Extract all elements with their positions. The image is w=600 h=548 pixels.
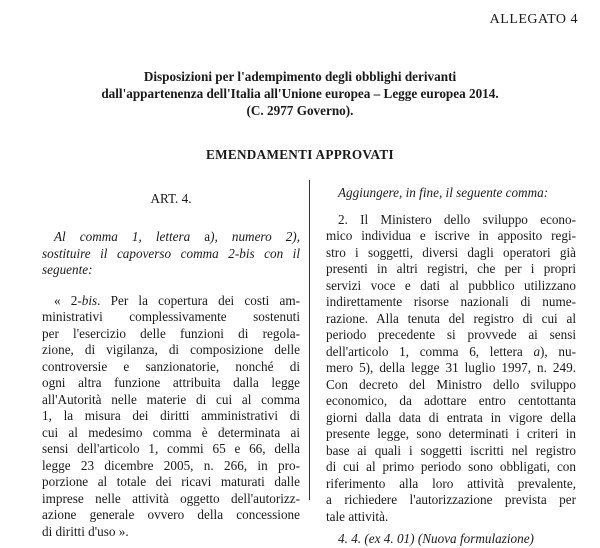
text-line: stro i soggetti, diversi dagli operatori già (326, 244, 576, 260)
amendment-text (326, 212, 576, 526)
text-line: riferimento alla loro attività prevalente, (326, 475, 576, 491)
text-line: ministrativi complessivamente sostenuti (42, 309, 300, 324)
text-line: sostituire il capoverso comma 2-bis con il (42, 245, 300, 261)
title-line: dall'appartenenza dell'Italia all'Unione europea – Legge europea 2014. (101, 86, 499, 101)
text-line: mero 5), della legge 31 luglio 1997, n. 249. (326, 360, 576, 375)
text-line: imprese nelle attività oggetto dell'autorizz- (42, 490, 300, 506)
annex-label: ALLEGATO 4 (489, 12, 578, 27)
text-line: Con decreto del Ministro dello sviluppo (326, 376, 576, 392)
amendment-instruction (42, 229, 300, 279)
text-line: ogni altra funzione attribuita dalla legge (42, 375, 300, 390)
text-line: mico individua e iscrive in apposito regi- (326, 228, 576, 243)
text-line: tale attività. (326, 508, 389, 524)
title-line: Disposizioni per l'adempimento degli obblighi derivanti (143, 69, 457, 84)
text-line: Al comma 1, lettera a), numero 2), (54, 229, 300, 244)
text-line: 2. Il Ministero dello sviluppo econo- (338, 211, 576, 227)
amendment-instruction: Aggiungere, in fine, il seguente comma: (338, 185, 549, 200)
article-number: ART. 4. (150, 191, 192, 206)
text-line: seguente: (42, 262, 93, 277)
text-line: legge 23 dicembre 2005, n. 266, in pro- (42, 457, 300, 473)
column-divider (309, 180, 310, 500)
text-line: periodo precedente si provvede ai sensi (326, 327, 576, 342)
text-line: porzione al totale dei ricavi maturati dalle (42, 474, 300, 489)
amendment-text (42, 293, 300, 541)
text-line: 1, la misura dei diritti amministrativi di (42, 408, 300, 423)
text-line: razione. Alla tenuta del registro di cui al (326, 310, 576, 326)
text-line: indirettamente risorse nazionali di nume- (326, 294, 576, 309)
text-line: cui al medesimo comma è determinata ai (42, 424, 300, 440)
text-line: azione generale ovvero della concessione (42, 507, 300, 522)
text-line: di cui al primo periodo sono obbligati, con (326, 459, 576, 474)
text-line: sensi dell'articolo 1, commi 65 e 66, della (42, 441, 300, 456)
text-line: a richiedere l'autorizzazione prevista per (326, 492, 576, 507)
text-line: zione, di vigilanza, di composizione delle (42, 342, 300, 357)
left-column (42, 185, 300, 540)
text-line: di diritti d'uso ». (42, 523, 129, 539)
text-line: presenti in altri registri, che per i propri (326, 261, 576, 276)
text-line: per l'esercizio delle funzioni di regola- (42, 325, 300, 341)
text-line: servizi voce e dati al pubblico utilizzano (326, 277, 576, 293)
text-line: presente legge, sono determinati i criteri in (326, 426, 576, 441)
text-line: base ai quali i soggetti iscritti nel registro (326, 442, 576, 458)
title-line: (C. 2977 Governo). (246, 103, 354, 118)
text-line: economico, da adottare entro centottanta (326, 393, 576, 408)
text-line: dell'articolo 1, comma 6, lettera a), nu- (326, 343, 576, 359)
text-line: all'Autorità nelle materie di cui al comma (42, 391, 300, 407)
text-line: controversie e sanzionatorie, nonché di (42, 358, 300, 374)
document-title (0, 68, 600, 119)
right-column (326, 185, 576, 548)
section-heading: EMENDAMENTI APPROVATI (206, 147, 394, 162)
text-line: giorni dalla data di entrata in vigore della (326, 409, 576, 425)
text-line: « 2-bis. Per la copertura dei costi am- (54, 292, 300, 308)
next-amendment: 4. 4. (ex 4. 01) (Nuova formulazione) (338, 531, 534, 546)
